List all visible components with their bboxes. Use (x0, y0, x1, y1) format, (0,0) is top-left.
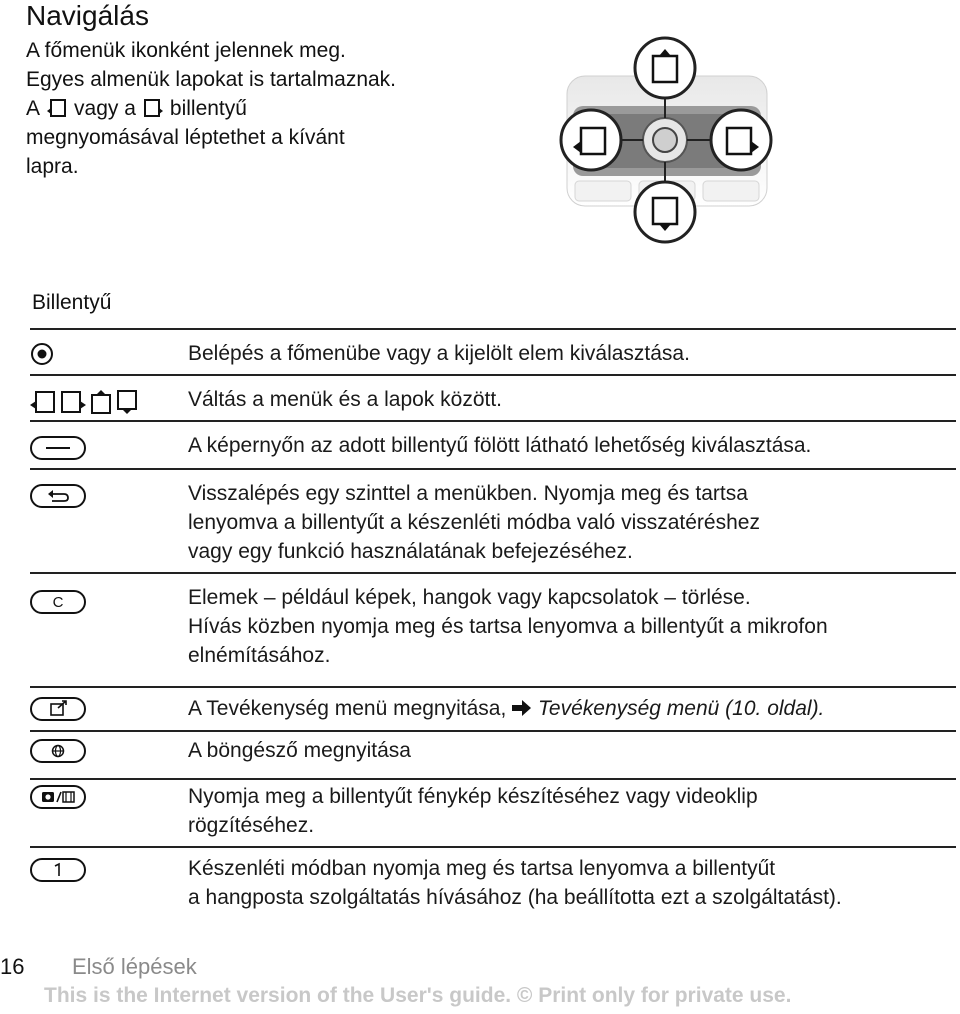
description-line: Készenléti módban nyomja meg és tartsa lenyomva a billentyűt (188, 857, 776, 880)
intro-line: Egyes almenük lapokat is tartalmaznak. (26, 68, 397, 91)
intro-line (26, 94, 446, 123)
back-key-icon (30, 484, 86, 513)
description-line: lenyomva a billentyűt a készenléti módba való visszatéréshez (188, 511, 760, 534)
description-line: Elemek – például képek, hangok vagy kapcsolatok – törlése. (188, 586, 751, 609)
browser-key-icon (30, 739, 86, 768)
intro-line: A főmenük ikonként jelennek meg. (26, 39, 346, 62)
row-description (188, 694, 824, 723)
one-key-icon (30, 858, 86, 887)
table-row (30, 846, 956, 918)
row-description (188, 583, 828, 670)
description-line: elnémításához. (188, 644, 331, 667)
svg-text:C: C (52, 594, 64, 611)
navigation-key-illustration (555, 36, 780, 246)
table-row (30, 572, 956, 688)
activity-menu-key-icon (30, 696, 86, 727)
intro-text-fragment: billentyű (169, 97, 247, 120)
row-description (188, 736, 411, 765)
row-description (188, 431, 811, 460)
row-description (188, 385, 502, 414)
camera-key-icon (30, 785, 86, 814)
description-line: a hangposta szolgáltatás hívásához (ha beállította ezt a szolgáltatást). (188, 886, 842, 909)
table-row (30, 374, 956, 422)
table-row (30, 686, 956, 732)
row-description (188, 854, 842, 912)
description-line (188, 694, 824, 723)
footer-note: This is the Internet version of the User's guide. © Print only for private use. (44, 984, 792, 1007)
intro-text (26, 36, 446, 181)
row-description (188, 782, 758, 840)
table-row (30, 328, 956, 376)
description-line: A képernyőn az adott billentyű fölött látható lehetőség kiválasztása. (188, 434, 812, 457)
description-line: Váltás a menük és a lapok között. (188, 388, 503, 411)
page-title: Navigálás (26, 0, 149, 31)
description-line: vagy egy funkció használatának befejezéséhez. (188, 540, 633, 563)
page-number: 16 (0, 954, 25, 979)
intro-line: megnyomásával léptethet a kívánt (26, 126, 345, 149)
description-line: Nyomja meg a billentyűt fénykép készítéséhez vagy videoklip (188, 785, 758, 808)
row-description (188, 339, 690, 368)
description-line: A böngésző megnyitása (188, 739, 411, 762)
intro-text-fragment: vagy a (74, 97, 136, 120)
table-row (30, 468, 956, 574)
intro-line: lapra. (26, 155, 79, 178)
clear-key-icon (30, 590, 86, 619)
description-line: rögzítéséhez. (188, 814, 315, 837)
table-row (30, 420, 956, 470)
description-line: Visszalépés egy szinttel a menükben. Nyomja meg és tartsa (188, 482, 748, 505)
key-column-heading: Billentyű (32, 291, 112, 314)
description-line: Hívás közben nyomja meg és tartsa lenyomva a billentyűt a mikrofon (188, 615, 828, 638)
description-line: Belépés a főmenübe vagy a kijelölt elem kiválasztása. (188, 342, 690, 365)
description-text: A Tevékenység menü megnyitása, (188, 697, 507, 720)
selection-key-icon (30, 436, 86, 465)
center-select-key-icon (30, 342, 54, 371)
arrow-icon (512, 697, 532, 720)
row-description (188, 479, 760, 566)
intro-text-fragment: A (26, 97, 41, 120)
cross-reference-link[interactable]: Tevékenység menü (10. oldal). (538, 697, 825, 720)
chapter-name: Első lépések (72, 954, 197, 979)
table-row (30, 730, 956, 780)
navigation-keys-icon (30, 390, 140, 419)
